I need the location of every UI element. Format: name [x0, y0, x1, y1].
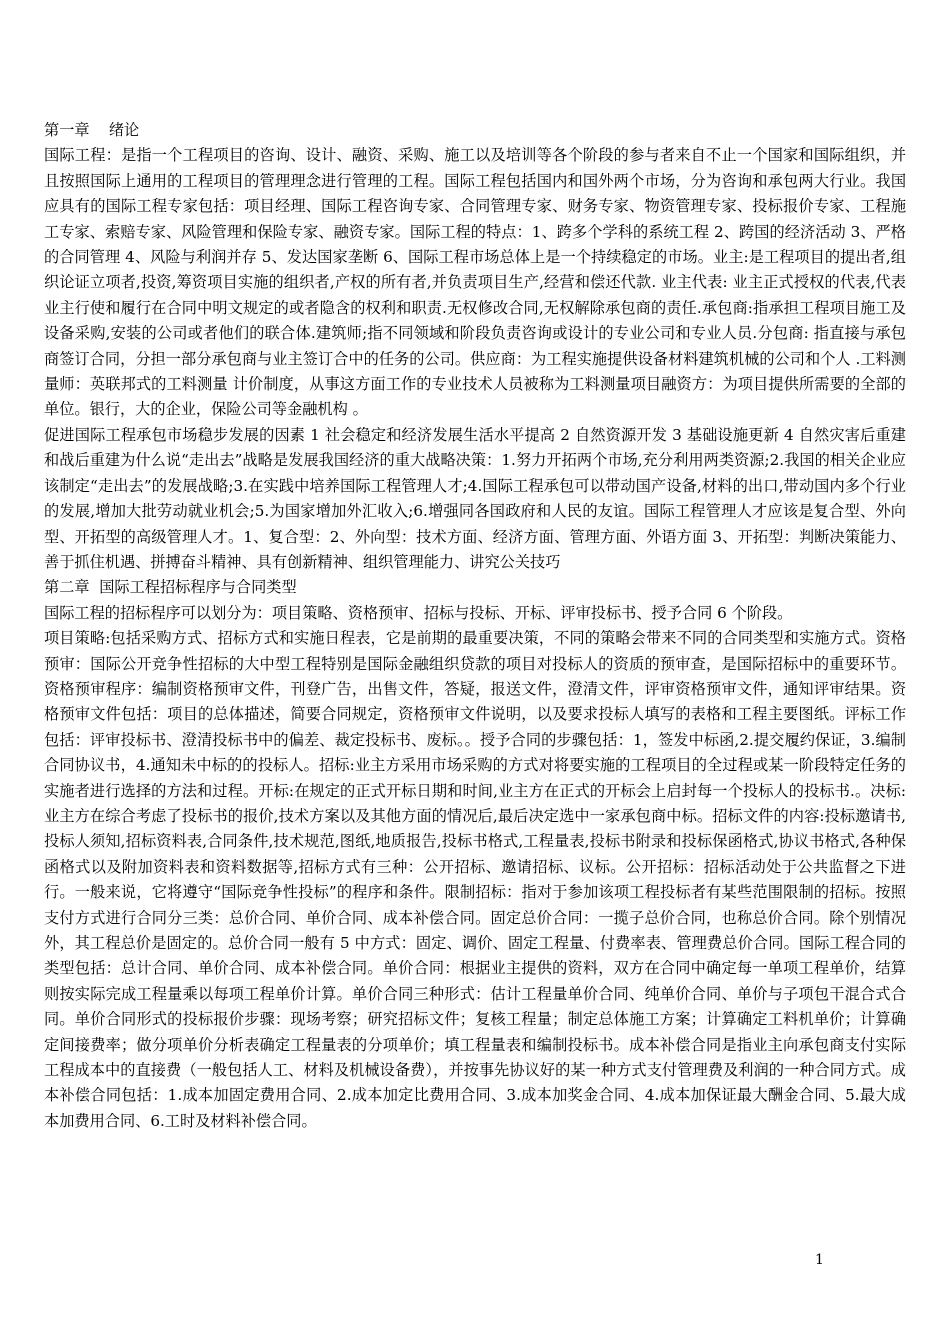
chapter-1-paragraph-development: 促进国际工程承包市场稳步发展的因素 1 社会稳定和经济发展生活水平提高 2 自然资源开发 3 基础设施更新 4 自然灾害后重建和战后重建为什么说“走出去”战略是发展我国经济的重大战略决策：1.努力开拓两个市场,充分利用两类资源;2.我国的相关企业应该制定“走出去”的发展战略;3.在实践中培养国际工程管理人才;4.国际工程承包可以带动国产设备,材料的出口,带动国内多个行业的发展,增加大批劳动就业机会;5.为国家增加外汇收入;6.增强同各国政府和人民的友谊。国际工程管理人才应该是复合型、外向型、开拓型的高级管理人才。1、复合型：2、外向型：技术方面、经济方面、管理方面、外语方面 3、开拓型：判断决策能力、善于抓住机遇、拼搏奋斗精神、具有创新精神、组织管理能力、讲究公关技巧	[44, 425, 906, 571]
chapter-2-heading: 第二章 国际工程招标程序与合同类型	[44, 578, 297, 597]
chapter-2-paragraph-contracts: 项目策略:包括采购方式、招标方式和实施日程表，它是前期的最重要决策，不同的策略会带来不同的合同类型和实施方式。资格预审：国际公开竞争性招标的大中型工程特别是国际金融组织贷款的项目对投标人的资质的预审查，是国际招标中的重要环节。 资格预审程序：编制资格预审文件，刊登广告，出售文件，答疑，报送文件，澄清文件，评审资格预审文件，通知评审结果。资格预审文件包括：项目的总体描述，简要合同规定，资格预审文件说明，以及要求投标人填写的表格和工程主要图纸。评标工作包括：评审投标书、澄清投标书中的偏差、裁定投标书、废标。。授予合同的步骤包括：1，签发中标函,2.提交履约保证，3.编制合同协议书，4.通知未中标的的投标人。招标:业主方采用市场采购的方式对将要实施的工程项目的全过程或某一阶段特定任务的实施者进行选择的方法和过程。开标:在规定的正式开标日期和时间,业主方在正式的开标会上启封每一个投标人的投标书.。决标:业主方在综合考虑了投标书的报价,技术方案以及其他方面的情况后,最后决定选中一家承包商中标。招标文件的内容:投标邀请书,投标人须知,招标资料表,合同条件,技术规范,图纸,地质报告,投标书格式,工程量表,投标书附录和投标保函格式,协议书格式,各种保函格式以及附加资料表和资料数据等,招标方式有三种：公开招标、邀请招标、议标。公开招标：招标活动处于公共监督之下进行。一般来说，它将遵守“国际竞争性投标”的程序和条件。限制招标：指对于参加该项工程投标者有某些范围限制的招标。按照支付方式进行合同分三类：总价合同、单价合同、成本补偿合同。固定总价合同：一揽子总价合同，也称总价合同。除个别情况外，其工程总价是固定的。总价合同一般有 5 中方式：固定、调价、固定工程量、付费率表、管理费总价合同。国际工程合同的类型包括：总计合同、单价合同、成本补偿合同。单价合同：根据业主提供的资料，双方在合同中确定每一单项工程单价，结算则按实际完成工程量乘以每项工程单价计算。单价合同三种形式：估计工程量单价合同、纯单价合同、单价与子项包干混合式合同。单价合同形式的投标报价步骤：现场考察；研究招标文件；复核工程量；制定总体施工方案；计算确定工料机单价；计算确定间接费率；做分项单价分析表确定工程量表的分项单价；填工程量表和编制投标书。成本补偿合同是指业主向承包商支付实际工程成本中的直接费（一般包括人工、材料及机械设备费），并按事先协议好的某一种方式支付管理费及利润的一种合同方式。成本补偿合同包括：1.成本加固定费用合同、2.成本加定比费用合同、3.成本加奖金合同、4.成本加保证最大酬金合同、5.最大成本加费用合同、6.工时及材料补偿合同。	[44, 629, 906, 1130]
chapter-2-paragraph-stages: 国际工程的招标程序可以划分为：项目策略、资格预审、招标与投标、开标、评审投标书、授予合同 6 个阶段。	[44, 603, 793, 622]
chapter-1-heading: 第一章 绪论	[44, 121, 140, 139]
chapter-1-paragraph-definitions: 国际工程：是指一个工程项目的咨询、设计、融资、采购、施工以及培训等各个阶段的参与者来自不止一个国家和国际组织，并且按照国际上通用的工程项目的管理理念进行管理的工程。国际工程包括国内和国外两个市场，分为咨询和承包两大行业。我国应具有的国际工程专家包括：项目经理、国际工程咨询专家、合同管理专家、财务专家、物资管理专家、投标报价专家、工程施工专家、索赔专家、风险管理和保险专家、融资专家。国际工程的特点：1、跨多个学科的系统工程 2、跨国的经济活动 3、严格的合同管理 4、风险与利润并存 5、发达国家垄断 6、国际工程市场总体上是一个持续稳定的市场。业主:是工程项目的提出者,组织论证立项者,投资,筹资项目实施的组织者,产权的所有者,并负责项目生产,经营和偿还代款. 业主代表: 业主正式授权的代表,代表业主行使和履行在合同中明文规定的或者隐含的权利和职责.无权修改合同,无权解除承包商的责任.承包商:指承担工程项目施工及设备采购,安装的公司或者他们的联合体.建筑师;指不同领域和阶段负责咨询或设计的专业公司和专业人员.分包商: 指直接与承包商签订合同，分担一部分承包商与业主签订合中的任务的公司。供应商：为工程实施提供设备材料建筑机械的公司和个人 .工料测量师：英联邦式的工料测量 计价制度，从事这方面工作的专业技术人员被称为工料测量项目融资方：为项目提供所需要的全部的单位。银行，大的企业，保险公司等金融机构 。	[44, 146, 906, 419]
document-body	[44, 118, 906, 1134]
page-number: 1	[815, 1252, 824, 1268]
